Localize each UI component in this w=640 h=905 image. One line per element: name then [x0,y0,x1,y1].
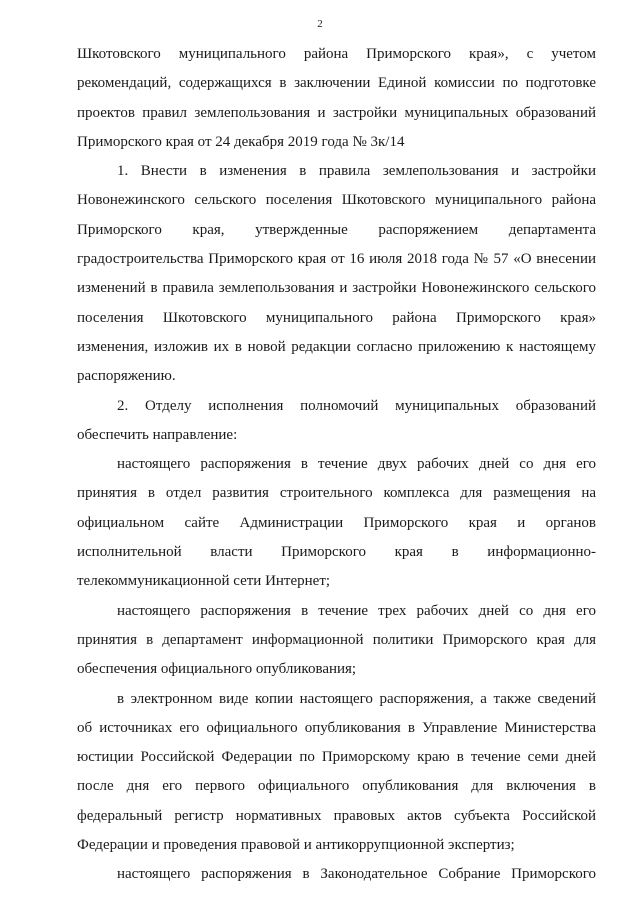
text-line: поселения Шкотовского муниципального района Приморского края» [77,309,596,326]
text-line: 2. Отделу исполнения полномочий муниципальных образований [117,397,596,414]
text-line: принятия в отдел развития строительного комплекса для размещения на [77,485,596,502]
text-line: распоряжению. [77,368,176,385]
text-line: 1. Внести в изменения в правила землепользования и застройки [117,163,596,180]
text-line: Приморского края, утвержденные распоряжением департамента [77,221,596,238]
text-line: настоящего распоряжения в Законодательное Собрание Приморского [117,866,596,883]
text-line: Федерации и проведения правовой и антикоррупционной экспертиз; [77,837,515,854]
text-line: в электронном виде копии настоящего распоряжения, а также сведений [117,690,596,707]
text-line: принятия в департамент информационной политики Приморского края для [77,631,596,648]
text-line: изменения, изложив их в новой редакции согласно приложению к настоящему [77,338,596,355]
text-line: градостроительства Приморского края от 16 июля 2018 года № 57 «О внесении [77,251,596,268]
page-number: 2 [317,18,323,30]
text-line: исполнительной власти Приморского края в информационно- [77,544,596,561]
text-line: федеральный регистр нормативных правовых актов субъекта Российской [77,807,596,824]
text-line: проектов правил землепользования и застройки муниципальных образований [77,104,596,121]
text-line: обеспечить направление: [77,426,238,443]
text-line: после дня его первого официального опубликования для включения в [77,778,596,795]
text-line: Новонежинского сельского поселения Шкотовского муниципального района [77,192,596,209]
text-line: рекомендаций, содержащихся в заключении Единой комиссии по подготовке [77,75,596,92]
text-line: Приморского края от 24 декабря 2019 года № 3к/14 [77,133,405,150]
text-line: Шкотовского муниципального района Приморского края», с учетом [77,46,596,62]
text-line: обеспечения официального опубликования; [77,661,357,678]
text-line: изменений в правила землепользования и застройки Новонежинского сельского [77,280,596,297]
text-line: телекоммуникационной сети Интернет; [77,573,331,590]
document-body [77,40,596,890]
text-line: юстиции Российской Федерации по Приморскому краю в течение семи дней [77,749,596,766]
text-line: настоящего распоряжения в течение двух рабочих дней со дня его [117,456,596,473]
text-line: об источниках его официального опубликования в Управление Министерства [77,719,596,736]
text-line: официальном сайте Администрации Приморского края и органов [77,514,596,531]
text-line: настоящего распоряжения в течение трех рабочих дней со дня его [117,602,596,619]
